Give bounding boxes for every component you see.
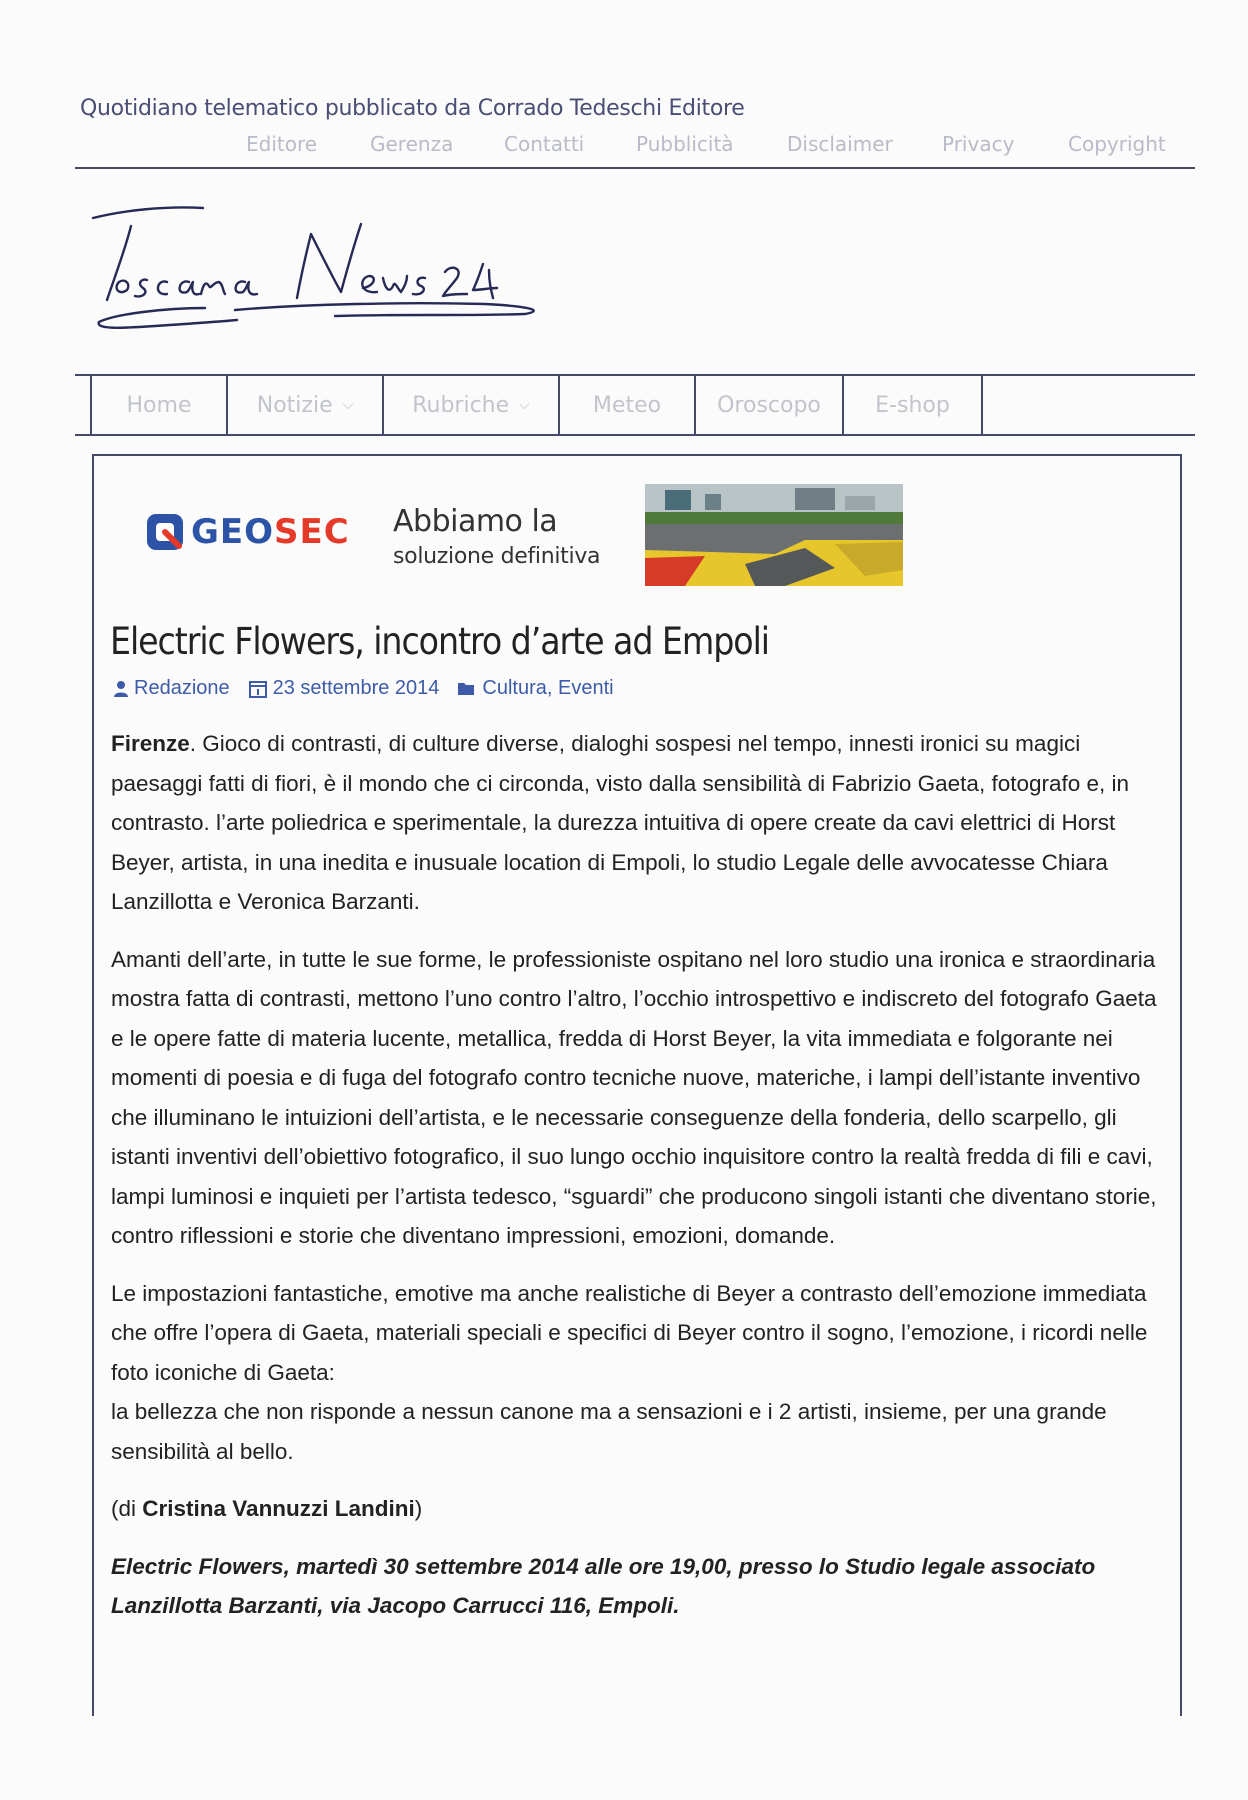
nav-item-home-label: Home <box>126 392 192 418</box>
top-link-contatti[interactable]: Contatti <box>504 132 585 156</box>
article-author: Redazione <box>134 677 230 699</box>
nav-item-rubriche[interactable] <box>382 376 558 434</box>
geosec-wordmark-geo: GEO <box>191 512 275 552</box>
main-navigation <box>75 374 1195 438</box>
meta-categories <box>457 677 613 700</box>
banner-subline: soluzione definitiva <box>393 544 601 569</box>
geosec-banner-ad[interactable] <box>145 484 905 590</box>
nav-item-meteo[interactable] <box>558 376 694 434</box>
article-byline <box>111 1489 1171 1529</box>
folder-icon <box>457 681 477 697</box>
user-icon <box>113 680 129 698</box>
nav-item-eshop[interactable] <box>842 376 981 434</box>
top-link-copyright[interactable]: Copyright <box>1068 132 1166 156</box>
article-paragraph-3b: la bellezza che non risponde a nessun canone ma a sensazioni e i 2 artisti, insieme, per una grande sensibilità al bello. <box>111 1399 1107 1464</box>
nav-item-eshop-label: E-shop <box>875 392 950 418</box>
nav-item-notizie-label: Notizie <box>256 392 333 418</box>
nav-item-oroscopo[interactable] <box>694 376 842 434</box>
site-logo-script <box>85 190 555 350</box>
article-paragraph-2: Amanti dell’arte, in tutte le sue forme, le professioniste ospitano nel loro studio una ironica e straordinaria mostra fatta di contrasti, mettono l’uno contro l’altro, l’occhio introspettivo e indiscreto del fotografo Gaeta e le opere fatte di materia lucente, metallica, fredda di Horst Beyer, la vita immediata e folgorante nei momenti di poesia e di fuga del fotografo contro tecniche nuove, materiche, i lampi dell’istante inventivo che illuminano le intuizioni dell’artista, e le necessarie conseguenze della fonderia, dello scarpello, gli istanti inventivi dell’obiettivo fotografico, il suo lungo occhio inquisitore contro la realtà fredda di fili e cavi, lampi luminosi e inquieti per l’artista tedesco, “sguardi” che producono singoli istanti che diventano storie, contro riflessioni e storie che diventano impressioni, emozioni, domande. <box>111 946 1157 1248</box>
chevron-down-icon: ⌵ <box>519 397 530 413</box>
category-link-eventi[interactable]: Eventi <box>558 677 614 699</box>
geosec-wordmark <box>191 512 350 552</box>
nav-bottom-border <box>75 434 1195 436</box>
nav-item-oroscopo-label: Oroscopo <box>717 392 821 418</box>
geosec-logo-icon <box>145 512 185 552</box>
nav-item-home[interactable] <box>90 376 226 434</box>
article-date: 23 settembre 2014 <box>272 677 440 699</box>
site-logo[interactable] <box>85 190 555 350</box>
byline-suffix: ) <box>414 1496 423 1521</box>
geosec-wordmark-sec: SEC <box>274 512 350 552</box>
article-dateline: Firenze <box>111 731 190 756</box>
byline-author-name: Cristina Vannuzzi Landini <box>142 1496 415 1521</box>
geosec-logo <box>145 512 350 552</box>
nav-item-rubriche-label: Rubriche <box>412 392 510 418</box>
article-meta <box>113 677 632 700</box>
category-link-cultura[interactable]: Cultura <box>482 677 547 699</box>
site-tagline: Quotidiano telematico pubblicato da Corrado Tedeschi Editore <box>80 96 745 121</box>
top-links <box>0 132 1248 162</box>
top-link-disclaimer[interactable]: Disclaimer <box>787 132 893 156</box>
nav-item-notizie[interactable] <box>226 376 382 434</box>
meta-author[interactable] <box>113 677 230 700</box>
article-body <box>111 724 1171 1644</box>
banner-headline: Abbiamo la <box>393 504 558 539</box>
banner-foundation-image <box>645 484 903 586</box>
event-info-note: Electric Flowers, martedì 30 settembre 2014 alle ore 19,00, presso lo Studio legale associato Lanzillotta Barzanti, via Jacopo Carrucci 116, Empoli. <box>111 1553 1096 1618</box>
meta-date <box>248 677 440 700</box>
category-separator: , <box>546 677 553 699</box>
article-paragraph-1 <box>111 724 1171 922</box>
top-link-pubblicita[interactable]: Pubblicità <box>636 132 734 156</box>
top-link-editore[interactable]: Editore <box>246 132 318 156</box>
nav-separator <box>981 376 983 434</box>
article-paragraph-3a: Le impostazioni fantastiche, emotive ma anche realistiche di Beyer a contrasto dell’emozione immediata che offre l’opera di Gaeta, materiali speciali e specifici di Beyer contro il sogno, l’emozione, i ricordi nelle foto iconiche di Gaeta: <box>111 1280 1148 1385</box>
header-divider <box>75 167 1195 169</box>
top-link-gerenza[interactable]: Gerenza <box>370 132 454 156</box>
byline-prefix: (di <box>111 1496 143 1521</box>
chevron-down-icon: ⌵ <box>342 397 354 413</box>
nav-item-meteo-label: Meteo <box>592 392 662 418</box>
article-title: Electric Flowers, incontro d’arte ad Empoli <box>110 620 769 663</box>
calendar-icon <box>248 679 268 699</box>
article-paragraph-3 <box>111 1274 1171 1472</box>
article-paragraph-1-text: . Gioco di contrasti, di culture diverse, dialoghi sospesi nel tempo, innesti ironici su magici paesaggi fatti di fiori, è il mondo che ci circonda, visto dalla sensibilità di Fabrizio Gaeta, fotografo e, in contrasto. l’arte poliedrica e sperimentale, la durezza intuitiva di opere create da cavi elettrici di Horst Beyer, artista, in una inedita e inusuale location di Empoli, lo studio Legale delle avvocatesse Chiara Lanzillotta e Veronica Barzanti. <box>111 731 1130 914</box>
top-link-privacy[interactable]: Privacy <box>942 132 1015 156</box>
